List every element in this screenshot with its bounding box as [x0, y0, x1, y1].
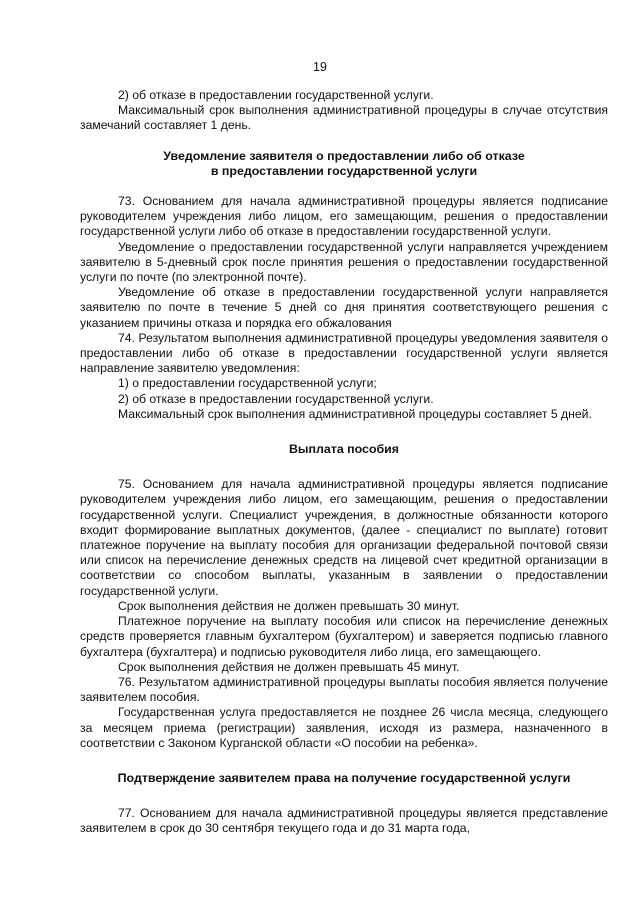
paragraph: 2) об отказе в предоставлении государственной услуги.	[118, 88, 434, 102]
section-heading: Подтверждение заявителем права на получение государственной услуги	[117, 770, 571, 785]
paragraph: Уведомление о предоставлении государственной услуги направляется учреждением заявителю в 5-дневный срок после принятия решения о предоставлении государственной услуги по почте (по электронной почте).	[80, 239, 608, 285]
paragraph: Платежное поручение на выплату пособия или список на перечисление денежных средств проверяется главным бухгалтером (бухгалтером) и заверяется подписью главного бухгалтера (бухгалтера) и подписью руководителя либо лица, его замещающего.	[80, 614, 608, 659]
paragraph: Срок выполнения действия не должен превышать 30 минут.	[118, 598, 460, 613]
list-item: 2) об отказе в предоставлении государственной услуги.	[118, 391, 434, 406]
section-heading: Выплата пособия	[288, 442, 400, 457]
paragraph: Срок выполнения действия не должен превышать 45 минут.	[118, 659, 460, 674]
section-heading: Уведомление заявителя о предоставлении либо об отказе	[163, 148, 525, 163]
paragraph: Уведомление об отказе в предоставлении государственной услуги направляется заявителю по почте в течение 5 дней со дня принятия соответствующего решения с указанием причины отказа и порядка его обжалования	[80, 285, 608, 330]
paragraph: 75. Основанием для начала административной процедуры является подписание руководителем учреждения либо лицом, его замещающим, решения о предоставлении государственной услуги. Специалист учреждения, в должностные обязанности которого входит формирование выплатных документов, (далее - специалист по выплате) готовит платежное поручение на выплату пособия для организации федеральной почтовой связи или список на перечисление денежных средств на лицевой счет кредитной организации в соответствии со способом выплаты, указанным в заявлении о предоставлении государственной услуги.	[80, 477, 608, 598]
paragraph: Максимальный срок выполнения административной процедуры составляет 5 дней.	[118, 406, 592, 421]
paragraph: 74. Результатом выполнения административной процедуры уведомления заявителя о предоставлении либо об отказе в предоставлении государственной услуги является направление заявителю уведомления:	[80, 330, 608, 376]
paragraph: Максимальный срок выполнения административной процедуры в случае отсутствия замечаний составляет 1 день.	[80, 103, 608, 133]
paragraph: 73. Основанием для начала административной процедуры является подписание руководителем учреждения либо лицом, его замещающим, решения о предоставлении государственной услуги либо об отказе в предоставлении государственной услуги.	[80, 194, 608, 239]
paragraph: 76. Результатом административной процедуры выплаты пособия является получение заявителем пособия.	[80, 674, 608, 705]
section-heading: в предоставлении государственной услуги	[210, 163, 478, 178]
paragraph: 77. Основанием для начала административной процедуры является представление заявителем в срок до 30 сентября текущего года и до 31 марта года,	[80, 806, 608, 836]
list-item: 1) о предоставлении государственной услуги;	[118, 376, 377, 391]
document-body	[80, 88, 608, 837]
page-number: 19	[313, 60, 327, 74]
paragraph: Государственная услуга предоставляется не позднее 26 числа месяца, следующего за месяцем приема (регистрации) заявления, исходя из размера, назначенного в соответствии с Законом Курганской области «О пособии на ребенка».	[80, 705, 608, 750]
